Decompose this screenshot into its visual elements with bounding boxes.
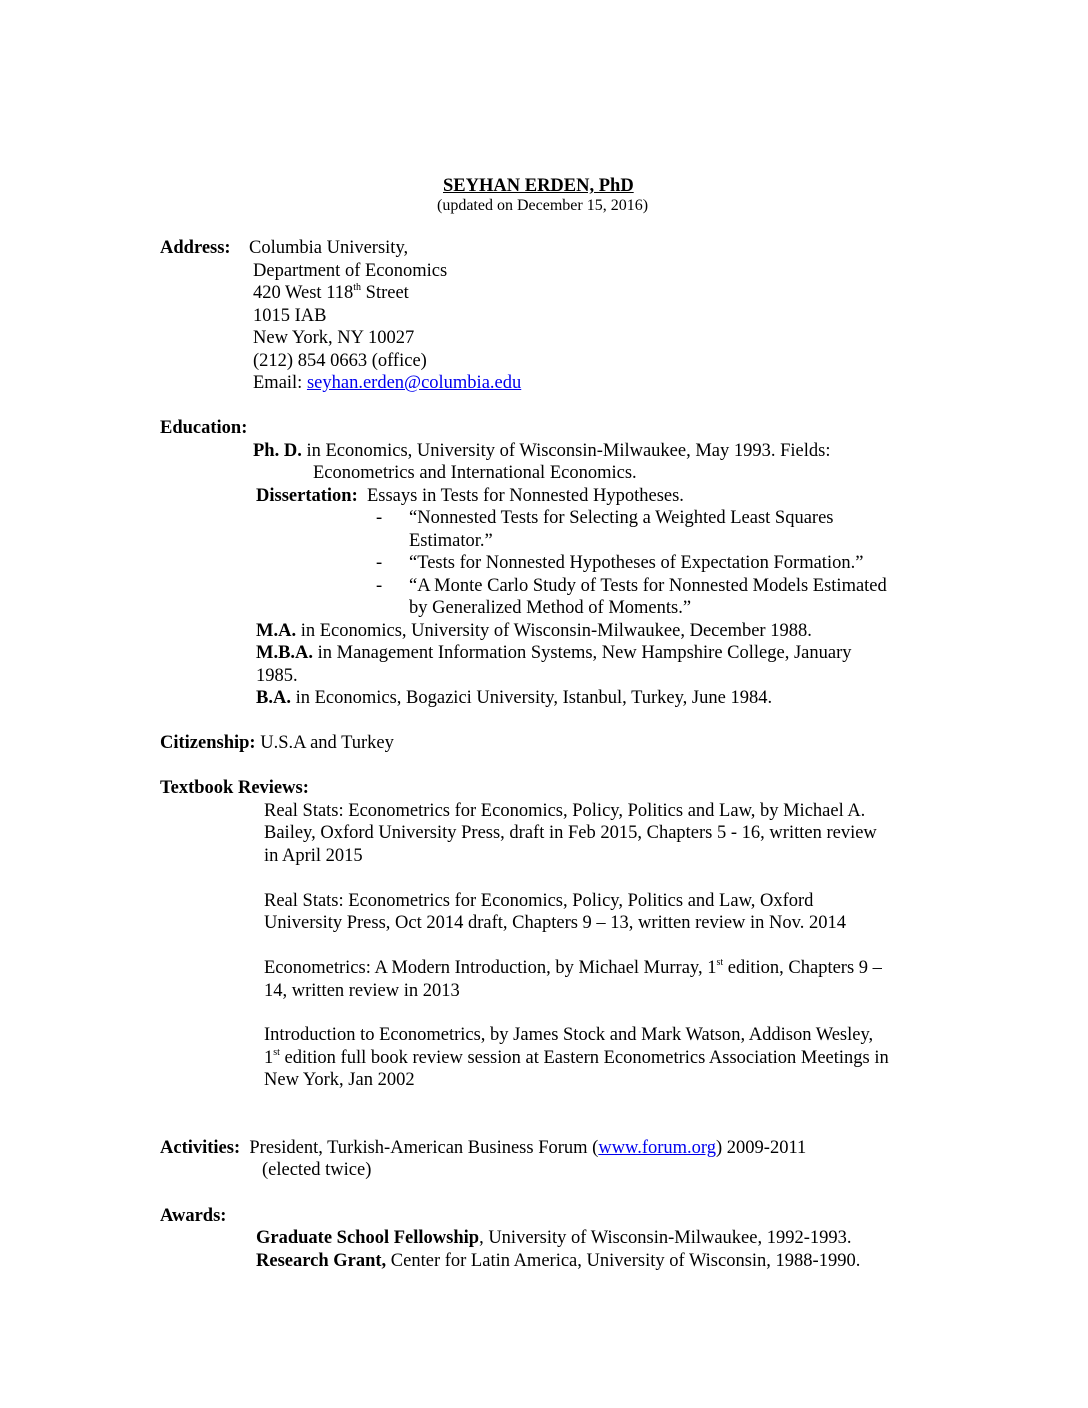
reviews-label: Textbook Reviews: — [160, 778, 309, 798]
award-text: Center for Latin America, University of Wisconsin, 1988-1990. — [386, 1251, 861, 1271]
essay-bullet: - — [376, 508, 383, 528]
award-name: Research Grant, — [256, 1251, 387, 1271]
essay-title-cont: Estimator.” — [409, 531, 493, 551]
review-text-post: edition, Chapters 9 – — [723, 958, 882, 978]
updated-date: (updated on December 15, 2016) — [437, 197, 649, 214]
award-row — [256, 1227, 852, 1249]
mba-row — [256, 642, 851, 664]
essay-title: “Tests for Nonnested Hypotheses of Expectation Formation.” — [409, 553, 864, 573]
address-line: Department of Economics — [253, 261, 448, 281]
activities-row — [160, 1137, 806, 1159]
phd-row — [253, 440, 831, 462]
review-line: Introduction to Econometrics, by James Stock and Mark Watson, Addison Wesley, — [264, 1025, 874, 1045]
awards-label: Awards: — [160, 1206, 227, 1226]
essay-bullet: - — [376, 576, 383, 596]
phone: (212) 854 0663 (office) — [253, 351, 427, 371]
forum-link[interactable]: www.forum.org — [598, 1138, 716, 1158]
review-line: University Press, Oct 2014 draft, Chapters 9 – 13, written review in Nov. 2014 — [264, 913, 846, 933]
award-text: , University of Wisconsin-Milwaukee, 1992-1993. — [479, 1228, 852, 1248]
dissertation-row — [256, 485, 684, 507]
award-row — [256, 1250, 860, 1272]
ma-text: in Economics, University of Wisconsin-Milwaukee, December 1988. — [296, 621, 812, 641]
education-heading — [160, 417, 247, 439]
education-label: Education: — [160, 418, 248, 438]
ma-row — [256, 620, 812, 642]
ba-row — [256, 687, 772, 709]
activities-label: Activities: — [160, 1138, 241, 1158]
awards-heading — [160, 1205, 226, 1227]
ba-degree: B.A. — [256, 688, 291, 708]
email-row — [253, 372, 521, 394]
street-sup: th — [353, 282, 362, 293]
address-line: Columbia University, — [249, 238, 409, 258]
review-line: Real Stats: Econometrics for Economics, Policy, Politics and Law, by Michael A. — [264, 801, 866, 821]
activities-note: (elected twice) — [262, 1160, 372, 1180]
street-text-post: Street — [361, 283, 409, 303]
phd-text: in Economics, University of Wisconsin-Milwaukee, May 1993. Fields: — [301, 441, 831, 461]
review-sup: st — [716, 957, 724, 968]
citizenship-row — [160, 732, 394, 754]
phd-fields: Econometrics and International Economics. — [313, 463, 637, 483]
review-line — [264, 957, 882, 982]
ba-text: in Economics, Bogazici University, Istanbul, Turkey, June 1984. — [290, 688, 773, 708]
email-link[interactable]: seyhan.erden@columbia.edu — [306, 373, 522, 393]
review-line: Bailey, Oxford University Press, draft in Feb 2015, Chapters 5 - 16, written review — [264, 823, 877, 843]
review-text: 1 — [264, 1048, 274, 1068]
cv-name: SEYHAN ERDEN, PhD — [443, 176, 634, 196]
mba-degree: M.B.A. — [256, 643, 314, 663]
ma-degree: M.A. — [256, 621, 297, 641]
review-line: Real Stats: Econometrics for Economics, Policy, Politics and Law, Oxford — [264, 891, 814, 911]
address-line: 1015 IAB — [253, 306, 327, 326]
citizenship-label: Citizenship: — [160, 733, 256, 753]
essay-bullet: - — [376, 553, 383, 573]
review-line: New York, Jan 2002 — [264, 1070, 415, 1090]
essay-title-cont: by Generalized Method of Moments.” — [409, 598, 692, 618]
review-text-post: edition full book review session at Eastern Econometrics Association Meetings in — [279, 1048, 889, 1068]
phd-degree: Ph. D. — [253, 441, 302, 461]
essay-title: “A Monte Carlo Study of Tests for Nonnested Models Estimated — [409, 576, 887, 596]
dissertation-label: Dissertation: — [256, 486, 358, 506]
street-text: 420 West 118 — [253, 283, 354, 303]
address-street — [253, 282, 409, 307]
address-line: New York, NY 10027 — [253, 328, 415, 348]
review-line: 14, written review in 2013 — [264, 981, 460, 1001]
mba-row-cont: 1985. — [256, 666, 298, 686]
review-sup: st — [273, 1047, 280, 1058]
dissertation-title: Essays in Tests for Nonnested Hypotheses. — [366, 486, 684, 506]
essay-title: “Nonnested Tests for Selecting a Weighted Least Squares — [409, 508, 834, 528]
email-label: Email: — [253, 373, 307, 393]
mba-text: in Management Information Systems, New Hampshire College, January — [313, 643, 852, 663]
activities-text-post: ) 2009-2011 — [716, 1138, 807, 1158]
reviews-heading — [160, 777, 309, 799]
citizenship-value: U.S.A and Turkey — [255, 733, 394, 753]
address-label-text: Address: — [160, 238, 231, 258]
award-name: Graduate School Fellowship — [256, 1228, 480, 1248]
review-text: Econometrics: A Modern Introduction, by Michael Murray, 1 — [264, 958, 717, 978]
address-label — [160, 237, 231, 259]
review-line: in April 2015 — [264, 846, 363, 866]
activities-text: President, Turkish-American Business Forum ( — [249, 1138, 599, 1158]
